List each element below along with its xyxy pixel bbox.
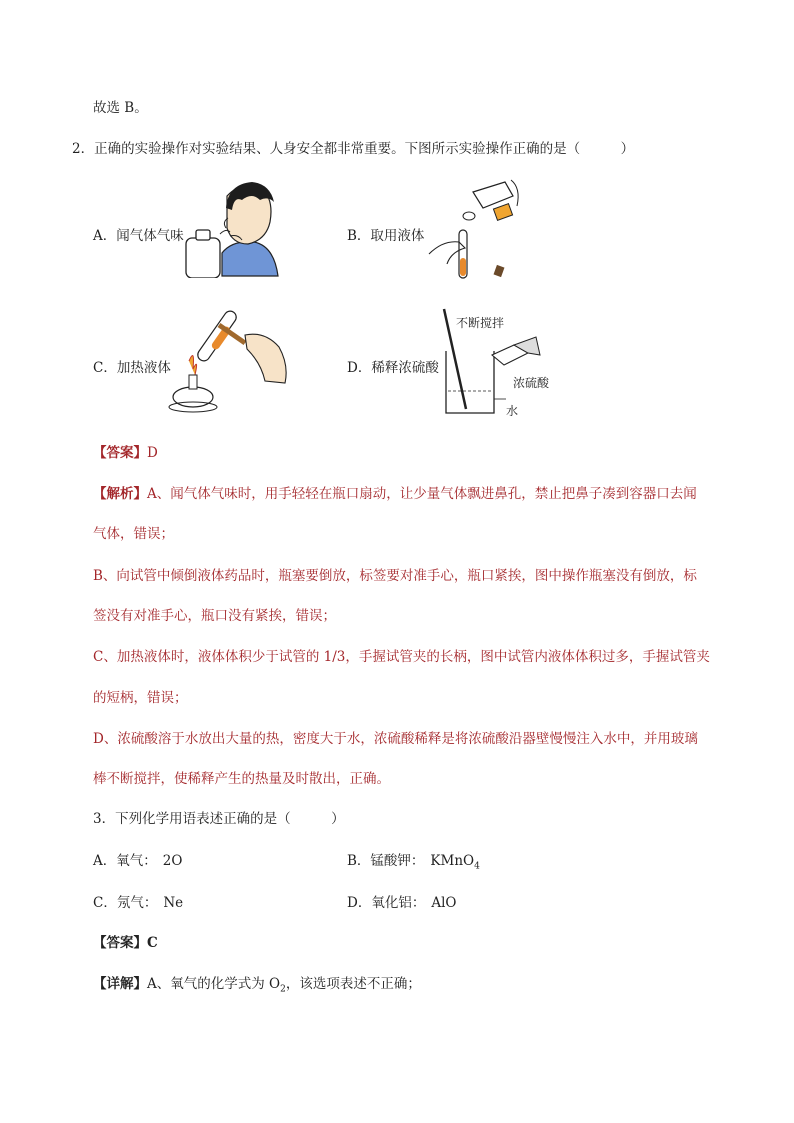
- question-3-answer: [93, 931, 158, 951]
- question-2-stem: 2．正确的实验操作对实验结果、人身安全都非常重要。下图所示实验操作正确的是（ ）: [72, 141, 635, 157]
- analysis-line-1: [93, 482, 697, 502]
- previous-conclusion: 故选 B。: [93, 100, 148, 116]
- analysis-line-8: 棒不断搅拌，使稀释产生的热量及时散出，正确。: [93, 771, 390, 787]
- q3-option-c-value: Ne: [163, 895, 184, 911]
- heating-liquid-figure: [165, 303, 290, 415]
- q3-detail-tag: 【详解】: [93, 976, 147, 992]
- analysis-line-4: 签没有对准手心，瓶口没有紧挨，错误；: [93, 608, 336, 624]
- q3-option-c-label: C．氖气：: [93, 895, 158, 911]
- q3-option-b: [347, 849, 480, 872]
- answer-tag: 【答案】: [93, 445, 147, 461]
- concentrated-acid-label: 浓硫酸: [513, 376, 550, 390]
- analysis-tag: 【解析】: [93, 486, 147, 502]
- q3-option-d-value: AlO: [431, 895, 457, 911]
- smelling-gas-figure: [182, 178, 282, 278]
- analysis-line-2: 气体，错误；: [93, 526, 174, 542]
- analysis-line-6: 的短柄，错误；: [93, 690, 188, 706]
- question-2-answer: [93, 441, 158, 461]
- analysis-line-3: B、向试管中倾倒液体药品时，瓶塞要倒放，标签要对准手心，瓶口紧挨，图中操作瓶塞没有倒放，标: [93, 568, 697, 584]
- q3-detail-text: A、氧气的化学式为 O: [147, 976, 281, 992]
- analysis-line-5: C、加热液体时，液体体积少于试管的 1/3，手握试管夹的长柄，图中试管内液体体积过多，手握试管夹: [93, 649, 710, 665]
- q3-detail-text-end: ，该选项表述不正确；: [285, 976, 421, 992]
- water-label: 水: [506, 404, 519, 418]
- pouring-liquid-figure: [425, 178, 525, 283]
- q3-option-b-value: KMnO: [430, 853, 475, 869]
- q3-option-d: [347, 891, 456, 911]
- analysis-text: A、闻气体气味时，用手轻轻在瓶口扇动，让少量气体飘进鼻孔，禁止把鼻子凑到容器口去闻: [147, 486, 697, 502]
- q3-option-b-subscript: 4: [474, 861, 480, 872]
- analysis-line-7: D、浓硫酸溶于水放出大量的热，密度大于水，浓硫酸稀释是将浓硫酸沿器壁慢慢注入水中，并用玻璃: [93, 731, 698, 747]
- q3-answer-tag: 【答案】: [93, 935, 147, 951]
- q3-option-a-label: A．氧气：: [93, 853, 157, 869]
- q3-option-a: [93, 849, 182, 869]
- q3-answer-value: C: [147, 935, 158, 951]
- option-d: D．稀释浓硫酸: [347, 360, 439, 376]
- stir-label: 不断搅拌: [456, 316, 505, 330]
- answer-value: D: [147, 445, 158, 461]
- option-a: A．闻气体气味: [93, 228, 184, 244]
- q3-detail-subscript: 2: [280, 984, 286, 995]
- q3-option-d-label: D．氧化铝：: [347, 895, 426, 911]
- option-c: C．加热液体: [93, 360, 171, 376]
- q3-option-a-value: 2O: [162, 853, 183, 869]
- option-b: B．取用液体: [347, 228, 425, 244]
- question-3-stem: 3．下列化学用语表述正确的是（ ）: [93, 811, 345, 827]
- question-3-detail: [93, 972, 421, 995]
- q3-option-c: [93, 891, 183, 911]
- q3-option-b-label: B．锰酸钾：: [347, 853, 425, 869]
